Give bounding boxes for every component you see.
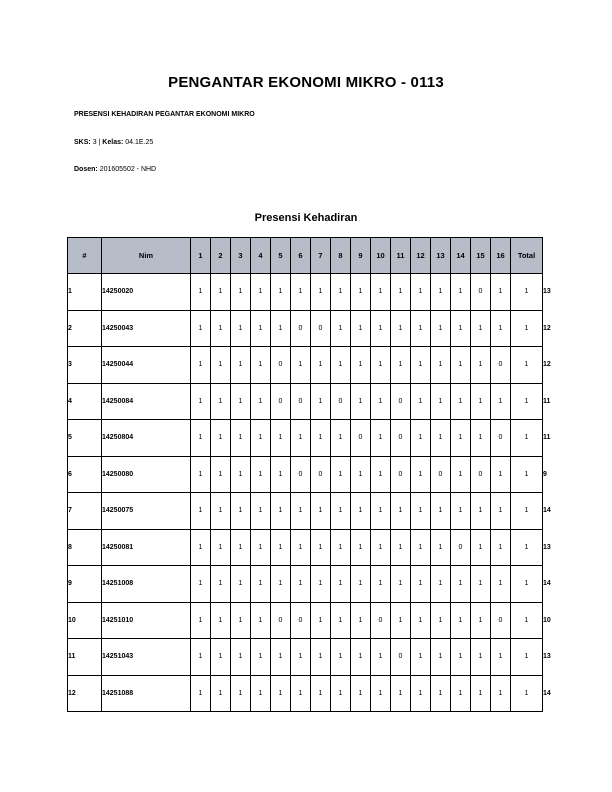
attendance-mark: 1 bbox=[211, 529, 231, 566]
student-nim: 14250081 bbox=[102, 529, 191, 566]
attendance-mark: 1 bbox=[391, 274, 411, 311]
row-number: 8 bbox=[68, 529, 102, 566]
attendance-mark: 1 bbox=[251, 383, 271, 420]
attendance-mark: 1 bbox=[191, 493, 211, 530]
attendance-mark: 1 bbox=[351, 456, 371, 493]
attendance-mark: 1 bbox=[431, 602, 451, 639]
attendance-mark: 1 bbox=[351, 383, 371, 420]
attendance-mark: 1 bbox=[251, 347, 271, 384]
attendance-mark: 1 bbox=[331, 310, 351, 347]
sks-label: SKS: bbox=[74, 139, 91, 146]
course-info bbox=[74, 139, 153, 146]
attendance-mark: 1 bbox=[251, 639, 271, 676]
attendance-mark: 1 bbox=[231, 420, 251, 457]
attendance-mark: 1 bbox=[351, 347, 371, 384]
attendance-mark: 1 bbox=[511, 675, 543, 712]
attendance-mark: 1 bbox=[311, 639, 331, 676]
attendance-mark: 1 bbox=[491, 675, 511, 712]
attendance-mark: 1 bbox=[471, 310, 491, 347]
attendance-mark: 1 bbox=[451, 310, 471, 347]
attendance-mark: 0 bbox=[271, 602, 291, 639]
table-row: 10 14251010 1 1 1 1 0 0 1 1 1 0 1 1 1 1 1 0 1 10 bbox=[68, 602, 543, 639]
attendance-mark: 1 bbox=[351, 566, 371, 603]
attendance-mark: 1 bbox=[431, 493, 451, 530]
attendance-mark: 1 bbox=[271, 493, 291, 530]
table-row: 7 14250075 1 1 1 1 1 1 1 1 1 1 1 1 1 1 1 1 1 14 bbox=[68, 493, 543, 530]
attendance-mark: 1 bbox=[471, 420, 491, 457]
attendance-mark: 1 bbox=[511, 456, 543, 493]
attendance-mark: 1 bbox=[471, 529, 491, 566]
row-number: 11 bbox=[68, 639, 102, 676]
attendance-mark: 0 bbox=[471, 456, 491, 493]
attendance-mark: 1 bbox=[291, 675, 311, 712]
attendance-mark: 0 bbox=[491, 602, 511, 639]
attendance-mark: 1 bbox=[211, 456, 231, 493]
attendance-mark: 1 bbox=[511, 639, 543, 676]
attendance-mark: 1 bbox=[491, 529, 511, 566]
attendance-mark: 1 bbox=[251, 456, 271, 493]
attendance-mark: 1 bbox=[351, 602, 371, 639]
attendance-mark: 0 bbox=[271, 347, 291, 384]
attendance-mark: 1 bbox=[291, 529, 311, 566]
attendance-mark: 1 bbox=[271, 639, 291, 676]
row-number: 2 bbox=[68, 310, 102, 347]
document-subtitle: PRESENSI KEHADIRAN PEGANTAR EKONOMI MIKRO bbox=[74, 111, 255, 118]
attendance-mark: 1 bbox=[391, 566, 411, 603]
column-header: 3 bbox=[231, 238, 251, 274]
dosen-label: Dosen: bbox=[74, 166, 98, 173]
attendance-mark: 1 bbox=[371, 529, 391, 566]
attendance-mark: 1 bbox=[511, 274, 543, 311]
attendance-mark: 1 bbox=[331, 566, 351, 603]
attendance-mark: 1 bbox=[191, 420, 211, 457]
attendance-mark: 0 bbox=[371, 602, 391, 639]
attendance-mark: 1 bbox=[211, 493, 231, 530]
attendance-mark: 1 bbox=[391, 310, 411, 347]
table-title: Presensi Kehadiran bbox=[254, 212, 358, 224]
attendance-mark: 1 bbox=[431, 347, 451, 384]
table-row: 3 14250044 1 1 1 1 0 1 1 1 1 1 1 1 1 1 1 0 1 12 bbox=[68, 347, 543, 384]
column-header: Total bbox=[511, 238, 543, 274]
table-row: 4 14250084 1 1 1 1 0 0 1 0 1 1 0 1 1 1 1 1 1 11 bbox=[68, 383, 543, 420]
table-row: 9 14251008 1 1 1 1 1 1 1 1 1 1 1 1 1 1 1 1 1 14 bbox=[68, 566, 543, 603]
attendance-mark: 1 bbox=[351, 310, 371, 347]
attendance-mark: 1 bbox=[511, 566, 543, 603]
attendance-mark: 1 bbox=[391, 529, 411, 566]
attendance-mark: 1 bbox=[231, 274, 251, 311]
attendance-mark: 1 bbox=[231, 675, 251, 712]
column-header: Nim bbox=[102, 238, 191, 274]
attendance-mark: 1 bbox=[451, 493, 471, 530]
attendance-mark: 1 bbox=[331, 493, 351, 530]
attendance-mark: 1 bbox=[251, 420, 271, 457]
attendance-mark: 0 bbox=[291, 602, 311, 639]
column-header: 8 bbox=[331, 238, 351, 274]
attendance-mark: 1 bbox=[371, 456, 391, 493]
attendance-mark: 1 bbox=[431, 566, 451, 603]
column-header: 15 bbox=[471, 238, 491, 274]
attendance-mark: 1 bbox=[311, 420, 331, 457]
attendance-mark: 1 bbox=[451, 456, 471, 493]
table-row: 8 14250081 1 1 1 1 1 1 1 1 1 1 1 1 1 0 1 1 1 13 bbox=[68, 529, 543, 566]
attendance-mark: 1 bbox=[391, 675, 411, 712]
attendance-mark: 1 bbox=[511, 529, 543, 566]
attendance-mark: 1 bbox=[191, 310, 211, 347]
student-nim: 14250043 bbox=[102, 310, 191, 347]
attendance-mark: 1 bbox=[471, 602, 491, 639]
attendance-mark: 1 bbox=[251, 675, 271, 712]
attendance-mark: 1 bbox=[451, 274, 471, 311]
attendance-mark: 0 bbox=[291, 456, 311, 493]
attendance-mark: 1 bbox=[491, 310, 511, 347]
attendance-mark: 1 bbox=[491, 383, 511, 420]
row-number: 12 bbox=[68, 675, 102, 712]
attendance-mark: 1 bbox=[351, 274, 371, 311]
attendance-mark: 1 bbox=[431, 420, 451, 457]
attendance-mark: 1 bbox=[331, 529, 351, 566]
attendance-mark: 1 bbox=[231, 456, 251, 493]
attendance-mark: 1 bbox=[511, 347, 543, 384]
attendance-mark: 1 bbox=[431, 383, 451, 420]
attendance-mark: 1 bbox=[191, 456, 211, 493]
lecturer-info bbox=[74, 166, 156, 173]
attendance-mark: 1 bbox=[451, 639, 471, 676]
student-nim: 14250020 bbox=[102, 274, 191, 311]
attendance-mark: 1 bbox=[371, 566, 391, 603]
attendance-mark: 1 bbox=[231, 310, 251, 347]
attendance-mark: 1 bbox=[311, 383, 331, 420]
attendance-mark: 0 bbox=[391, 639, 411, 676]
attendance-mark: 1 bbox=[291, 274, 311, 311]
attendance-mark: 1 bbox=[271, 456, 291, 493]
table-body bbox=[68, 274, 551, 712]
column-header: 2 bbox=[211, 238, 231, 274]
dosen-value: 201605502 - NHD bbox=[99, 166, 157, 173]
attendance-mark: 1 bbox=[451, 675, 471, 712]
attendance-mark: 0 bbox=[331, 383, 351, 420]
attendance-mark: 1 bbox=[411, 602, 431, 639]
attendance-mark: 0 bbox=[271, 383, 291, 420]
row-number: 4 bbox=[68, 383, 102, 420]
attendance-mark: 1 bbox=[371, 310, 391, 347]
table-row: 5 14250804 1 1 1 1 1 1 1 1 0 1 0 1 1 1 1 0 1 11 bbox=[68, 420, 543, 457]
attendance-mark: 1 bbox=[231, 383, 251, 420]
table-row: 12 14251088 1 1 1 1 1 1 1 1 1 1 1 1 1 1 1 1 1 14 bbox=[68, 675, 543, 712]
student-nim: 14250084 bbox=[102, 383, 191, 420]
column-header: # bbox=[68, 238, 102, 274]
attendance-mark: 1 bbox=[211, 675, 231, 712]
attendance-mark: 0 bbox=[431, 456, 451, 493]
attendance-mark: 1 bbox=[351, 493, 371, 530]
attendance-mark: 1 bbox=[231, 347, 251, 384]
table-row: 11 14251043 1 1 1 1 1 1 1 1 1 1 0 1 1 1 1 1 1 13 bbox=[68, 639, 543, 676]
attendance-mark: 1 bbox=[511, 602, 543, 639]
attendance-mark: 0 bbox=[311, 456, 331, 493]
attendance-mark: 1 bbox=[191, 347, 211, 384]
attendance-table bbox=[67, 237, 551, 712]
attendance-mark: 0 bbox=[391, 456, 411, 493]
attendance-mark: 1 bbox=[311, 493, 331, 530]
attendance-mark: 1 bbox=[271, 420, 291, 457]
attendance-mark: 1 bbox=[491, 456, 511, 493]
attendance-mark: 1 bbox=[411, 310, 431, 347]
attendance-mark: 1 bbox=[391, 602, 411, 639]
student-nim: 14251010 bbox=[102, 602, 191, 639]
attendance-mark: 0 bbox=[491, 420, 511, 457]
attendance-mark: 1 bbox=[231, 602, 251, 639]
table-row: 6 14250080 1 1 1 1 1 0 0 1 1 1 0 1 0 1 0 1 1 9 bbox=[68, 456, 543, 493]
attendance-mark: 1 bbox=[331, 602, 351, 639]
attendance-mark: 1 bbox=[331, 456, 351, 493]
column-header: 6 bbox=[291, 238, 311, 274]
attendance-mark: 1 bbox=[371, 639, 391, 676]
attendance-mark: 1 bbox=[351, 529, 371, 566]
student-nim: 14250044 bbox=[102, 347, 191, 384]
attendance-mark: 1 bbox=[351, 675, 371, 712]
attendance-mark: 1 bbox=[251, 602, 271, 639]
attendance-mark: 1 bbox=[511, 420, 543, 457]
attendance-mark: 1 bbox=[231, 639, 251, 676]
attendance-mark: 0 bbox=[391, 420, 411, 457]
attendance-mark: 1 bbox=[291, 493, 311, 530]
attendance-mark: 1 bbox=[311, 529, 331, 566]
attendance-mark: 1 bbox=[511, 310, 543, 347]
attendance-mark: 1 bbox=[431, 310, 451, 347]
attendance-mark: 1 bbox=[271, 566, 291, 603]
attendance-mark: 1 bbox=[271, 274, 291, 311]
attendance-mark: 1 bbox=[331, 639, 351, 676]
attendance-mark: 1 bbox=[371, 383, 391, 420]
attendance-mark: 1 bbox=[471, 493, 491, 530]
attendance-mark: 1 bbox=[471, 639, 491, 676]
attendance-mark: 1 bbox=[211, 602, 231, 639]
student-nim: 14250804 bbox=[102, 420, 191, 457]
attendance-mark: 1 bbox=[411, 529, 431, 566]
row-number: 9 bbox=[68, 566, 102, 603]
attendance-mark: 1 bbox=[251, 566, 271, 603]
attendance-mark: 0 bbox=[471, 274, 491, 311]
attendance-mark: 1 bbox=[291, 420, 311, 457]
column-header: 13 bbox=[431, 238, 451, 274]
attendance-mark: 1 bbox=[371, 675, 391, 712]
attendance-mark: 1 bbox=[191, 602, 211, 639]
attendance-mark: 1 bbox=[511, 493, 543, 530]
attendance-mark: 1 bbox=[451, 602, 471, 639]
attendance-mark: 0 bbox=[291, 310, 311, 347]
attendance-mark: 1 bbox=[391, 347, 411, 384]
sks-value: 3 | bbox=[92, 139, 101, 146]
attendance-mark: 1 bbox=[291, 566, 311, 603]
attendance-mark: 1 bbox=[371, 493, 391, 530]
column-header: 12 bbox=[411, 238, 431, 274]
attendance-mark: 1 bbox=[191, 675, 211, 712]
kelas-value: 04.1E.25 bbox=[125, 139, 154, 146]
attendance-mark: 1 bbox=[471, 347, 491, 384]
column-header: 16 bbox=[491, 238, 511, 274]
attendance-mark: 1 bbox=[411, 456, 431, 493]
attendance-mark: 1 bbox=[211, 639, 231, 676]
attendance-mark: 1 bbox=[331, 347, 351, 384]
attendance-mark: 1 bbox=[191, 529, 211, 566]
attendance-mark: 1 bbox=[411, 347, 431, 384]
attendance-mark: 1 bbox=[271, 675, 291, 712]
attendance-mark: 1 bbox=[491, 274, 511, 311]
row-number: 10 bbox=[68, 602, 102, 639]
attendance-mark: 1 bbox=[331, 274, 351, 311]
attendance-mark: 1 bbox=[311, 347, 331, 384]
attendance-mark: 1 bbox=[411, 675, 431, 712]
attendance-mark: 1 bbox=[451, 383, 471, 420]
attendance-mark: 1 bbox=[411, 274, 431, 311]
table-header-row bbox=[68, 238, 543, 274]
attendance-mark: 1 bbox=[211, 347, 231, 384]
row-number: 5 bbox=[68, 420, 102, 457]
attendance-mark: 1 bbox=[411, 493, 431, 530]
attendance-mark: 1 bbox=[371, 274, 391, 311]
attendance-mark: 1 bbox=[191, 383, 211, 420]
attendance-mark: 1 bbox=[211, 420, 231, 457]
attendance-mark: 1 bbox=[211, 566, 231, 603]
attendance-mark: 1 bbox=[371, 347, 391, 384]
table-row: 2 14250043 1 1 1 1 1 0 0 1 1 1 1 1 1 1 1 1 1 12 bbox=[68, 310, 543, 347]
attendance-mark: 1 bbox=[471, 675, 491, 712]
attendance-mark: 1 bbox=[191, 274, 211, 311]
attendance-mark: 0 bbox=[351, 420, 371, 457]
attendance-mark: 1 bbox=[191, 566, 211, 603]
attendance-mark: 0 bbox=[291, 383, 311, 420]
attendance-mark: 1 bbox=[411, 383, 431, 420]
attendance-mark: 1 bbox=[211, 310, 231, 347]
attendance-mark: 1 bbox=[411, 566, 431, 603]
attendance-mark: 1 bbox=[391, 493, 411, 530]
attendance-mark: 1 bbox=[271, 310, 291, 347]
attendance-mark: 1 bbox=[251, 274, 271, 311]
attendance-mark: 1 bbox=[231, 566, 251, 603]
attendance-mark: 1 bbox=[251, 493, 271, 530]
attendance-mark: 1 bbox=[231, 493, 251, 530]
attendance-mark: 1 bbox=[431, 639, 451, 676]
attendance-mark: 1 bbox=[451, 420, 471, 457]
attendance-mark: 1 bbox=[491, 639, 511, 676]
attendance-mark: 1 bbox=[371, 420, 391, 457]
attendance-mark: 1 bbox=[331, 420, 351, 457]
attendance-mark: 1 bbox=[311, 675, 331, 712]
document-title: PENGANTAR EKONOMI MIKRO - 0113 bbox=[168, 74, 444, 91]
attendance-mark: 1 bbox=[431, 675, 451, 712]
attendance-mark: 1 bbox=[431, 529, 451, 566]
attendance-mark: 1 bbox=[451, 347, 471, 384]
attendance-mark: 1 bbox=[331, 675, 351, 712]
attendance-mark: 1 bbox=[231, 529, 251, 566]
table-row: 1 14250020 1 1 1 1 1 1 1 1 1 1 1 1 1 1 0 1 1 13 bbox=[68, 274, 543, 311]
column-header: 11 bbox=[391, 238, 411, 274]
student-nim: 14251043 bbox=[102, 639, 191, 676]
attendance-mark: 1 bbox=[411, 639, 431, 676]
student-nim: 14250075 bbox=[102, 493, 191, 530]
row-number: 6 bbox=[68, 456, 102, 493]
attendance-mark: 1 bbox=[271, 529, 291, 566]
attendance-mark: 1 bbox=[191, 639, 211, 676]
column-header: 1 bbox=[191, 238, 211, 274]
attendance-mark: 0 bbox=[391, 383, 411, 420]
attendance-mark: 1 bbox=[311, 602, 331, 639]
row-number: 1 bbox=[68, 274, 102, 311]
attendance-mark: 0 bbox=[491, 347, 511, 384]
attendance-mark: 1 bbox=[251, 310, 271, 347]
column-header: 7 bbox=[311, 238, 331, 274]
attendance-mark: 1 bbox=[451, 566, 471, 603]
attendance-mark: 1 bbox=[471, 566, 491, 603]
attendance-mark: 1 bbox=[491, 493, 511, 530]
attendance-mark: 1 bbox=[431, 274, 451, 311]
attendance-mark: 1 bbox=[351, 639, 371, 676]
attendance-mark: 1 bbox=[471, 383, 491, 420]
attendance-mark: 1 bbox=[491, 566, 511, 603]
column-header: 4 bbox=[251, 238, 271, 274]
column-header: 14 bbox=[451, 238, 471, 274]
attendance-mark: 1 bbox=[311, 566, 331, 603]
row-number: 7 bbox=[68, 493, 102, 530]
student-nim: 14251008 bbox=[102, 566, 191, 603]
attendance-mark: 1 bbox=[211, 274, 231, 311]
attendance-mark: 1 bbox=[411, 420, 431, 457]
attendance-mark: 1 bbox=[311, 274, 331, 311]
student-nim: 14251088 bbox=[102, 675, 191, 712]
attendance-mark: 1 bbox=[511, 383, 543, 420]
attendance-mark: 0 bbox=[311, 310, 331, 347]
attendance-mark: 1 bbox=[211, 383, 231, 420]
kelas-label: Kelas: bbox=[102, 139, 124, 146]
column-header: 10 bbox=[371, 238, 391, 274]
row-number: 3 bbox=[68, 347, 102, 384]
column-header: 9 bbox=[351, 238, 371, 274]
student-nim: 14250080 bbox=[102, 456, 191, 493]
attendance-mark: 0 bbox=[451, 529, 471, 566]
column-header: 5 bbox=[271, 238, 291, 274]
attendance-mark: 1 bbox=[291, 347, 311, 384]
attendance-mark: 1 bbox=[291, 639, 311, 676]
attendance-mark: 1 bbox=[251, 529, 271, 566]
